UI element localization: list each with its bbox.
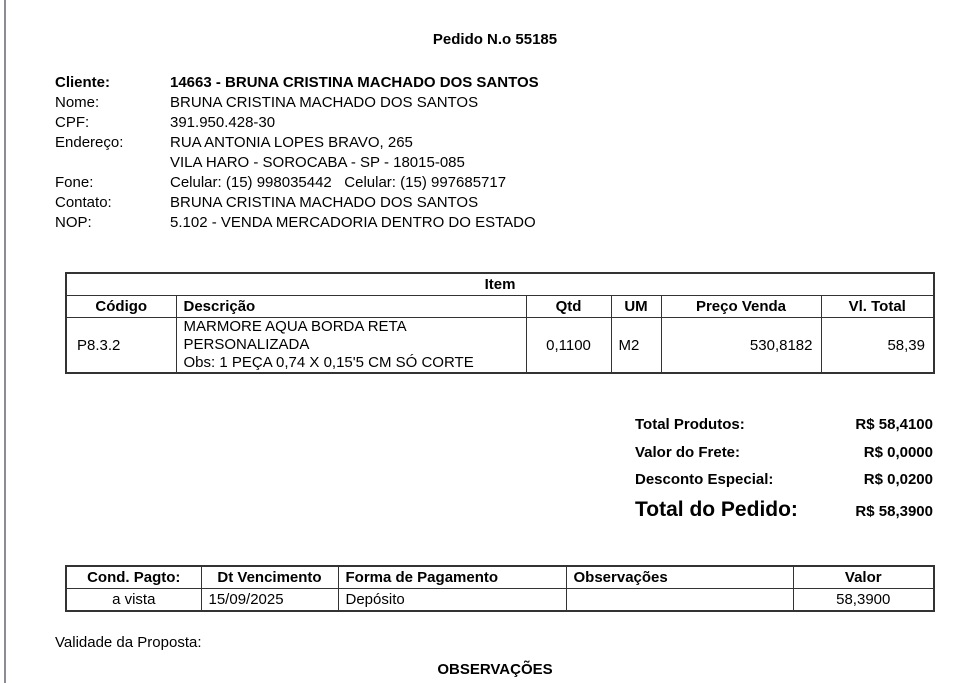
payment-table-header-row	[66, 566, 934, 589]
client-value: BRUNA CRISTINA MACHADO DOS SANTOS	[170, 94, 479, 111]
item-descricao	[176, 318, 526, 374]
valor-frete-value: R$ 0,0000	[863, 444, 933, 461]
valor-frete-row	[635, 444, 933, 461]
item-descricao-line: PERSONALIZADA	[183, 336, 310, 353]
column-header-cond-pagto: Cond. Pagto:	[66, 566, 201, 589]
validade-proposta-label: Validade da Proposta:	[55, 634, 202, 651]
client-row-cliente	[55, 73, 755, 93]
client-value: Celular: (15) 998035442 Celular: (15) 997685717	[170, 174, 507, 191]
document-title: Pedido N.o 55185	[432, 31, 558, 48]
client-label: Nome:	[55, 94, 100, 111]
item-descricao-line: Obs: 1 PEÇA 0,74 X 0,15'5 CM SÓ CORTE	[183, 354, 474, 371]
total-produtos-label: Total Produtos:	[635, 416, 745, 433]
client-label: NOP:	[55, 214, 92, 231]
column-header-codigo: Código	[66, 296, 176, 318]
column-header-forma-pagamento: Forma de Pagamento	[338, 566, 566, 589]
items-table-group-header: Item	[66, 273, 934, 296]
client-row-cpf	[55, 113, 755, 133]
observacoes-section-title: OBSERVAÇÕES	[437, 661, 553, 678]
desconto-especial-row	[635, 471, 933, 488]
client-row-endereco	[55, 133, 755, 153]
item-vl-total: 58,39	[821, 318, 934, 374]
column-header-valor: Valor	[793, 566, 934, 589]
items-table-header-row	[66, 296, 934, 318]
column-header-um: UM	[611, 296, 661, 318]
client-row-contato	[55, 193, 755, 213]
payment-valor: 58,3900	[793, 589, 934, 612]
column-header-descricao: Descrição	[176, 296, 526, 318]
client-label: Contato:	[55, 194, 112, 211]
payment-cond-pagto: a vista	[66, 589, 201, 612]
page-left-edge-line	[4, 0, 6, 683]
column-header-observacoes: Observações	[566, 566, 793, 589]
client-row-fone	[55, 173, 755, 193]
client-label: CPF:	[55, 114, 90, 131]
payment-table	[65, 565, 935, 612]
client-label: Endereço:	[55, 134, 124, 151]
client-value: BRUNA CRISTINA MACHADO DOS SANTOS	[170, 194, 479, 211]
payment-row	[66, 589, 934, 612]
item-codigo: P8.3.2	[66, 318, 176, 374]
client-info-block	[55, 73, 755, 233]
client-row-nop	[55, 213, 755, 233]
item-qtd: 0,1100	[526, 318, 611, 374]
client-value: VILA HARO - SOROCABA - SP - 18015-085	[170, 154, 465, 171]
column-header-qtd: Qtd	[526, 296, 611, 318]
client-value: 14663 - BRUNA CRISTINA MACHADO DOS SANTOS	[170, 74, 539, 91]
desconto-especial-value: R$ 0,0200	[863, 471, 933, 488]
client-value: 391.950.428-30	[170, 114, 276, 131]
column-header-dt-vencimento: Dt Vencimento	[201, 566, 338, 589]
client-value: RUA ANTONIA LOPES BRAVO, 265	[170, 134, 413, 151]
item-row	[66, 318, 934, 374]
column-header-vl-total: Vl. Total	[821, 296, 934, 318]
total-pedido-row	[635, 498, 933, 522]
total-pedido-label: Total do Pedido:	[635, 498, 798, 521]
column-header-preco-venda: Preço Venda	[661, 296, 821, 318]
item-preco-venda: 530,8182	[661, 318, 821, 374]
client-label	[55, 153, 170, 173]
client-row-nome	[55, 93, 755, 113]
item-descricao-line: MARMORE AQUA BORDA RETA	[183, 318, 407, 335]
item-um: M2	[611, 318, 661, 374]
total-pedido-value: R$ 58,3900	[855, 503, 933, 520]
total-produtos-row	[635, 416, 933, 433]
payment-dt-vencimento: 15/09/2025	[201, 589, 338, 612]
client-label: Cliente:	[55, 74, 111, 91]
desconto-especial-label: Desconto Especial:	[635, 471, 774, 488]
items-table	[65, 272, 935, 374]
payment-forma-pagamento: Depósito	[338, 589, 566, 612]
client-label: Fone:	[55, 174, 94, 191]
valor-frete-label: Valor do Frete:	[635, 444, 741, 461]
client-row-endereco-line2	[55, 153, 755, 173]
items-table-group-header-row	[66, 273, 934, 296]
payment-observacoes	[566, 589, 793, 612]
totals-block	[635, 416, 933, 531]
client-value: 5.102 - VENDA MERCADORIA DENTRO DO ESTADO	[170, 214, 536, 231]
total-produtos-value: R$ 58,4100	[855, 416, 933, 433]
